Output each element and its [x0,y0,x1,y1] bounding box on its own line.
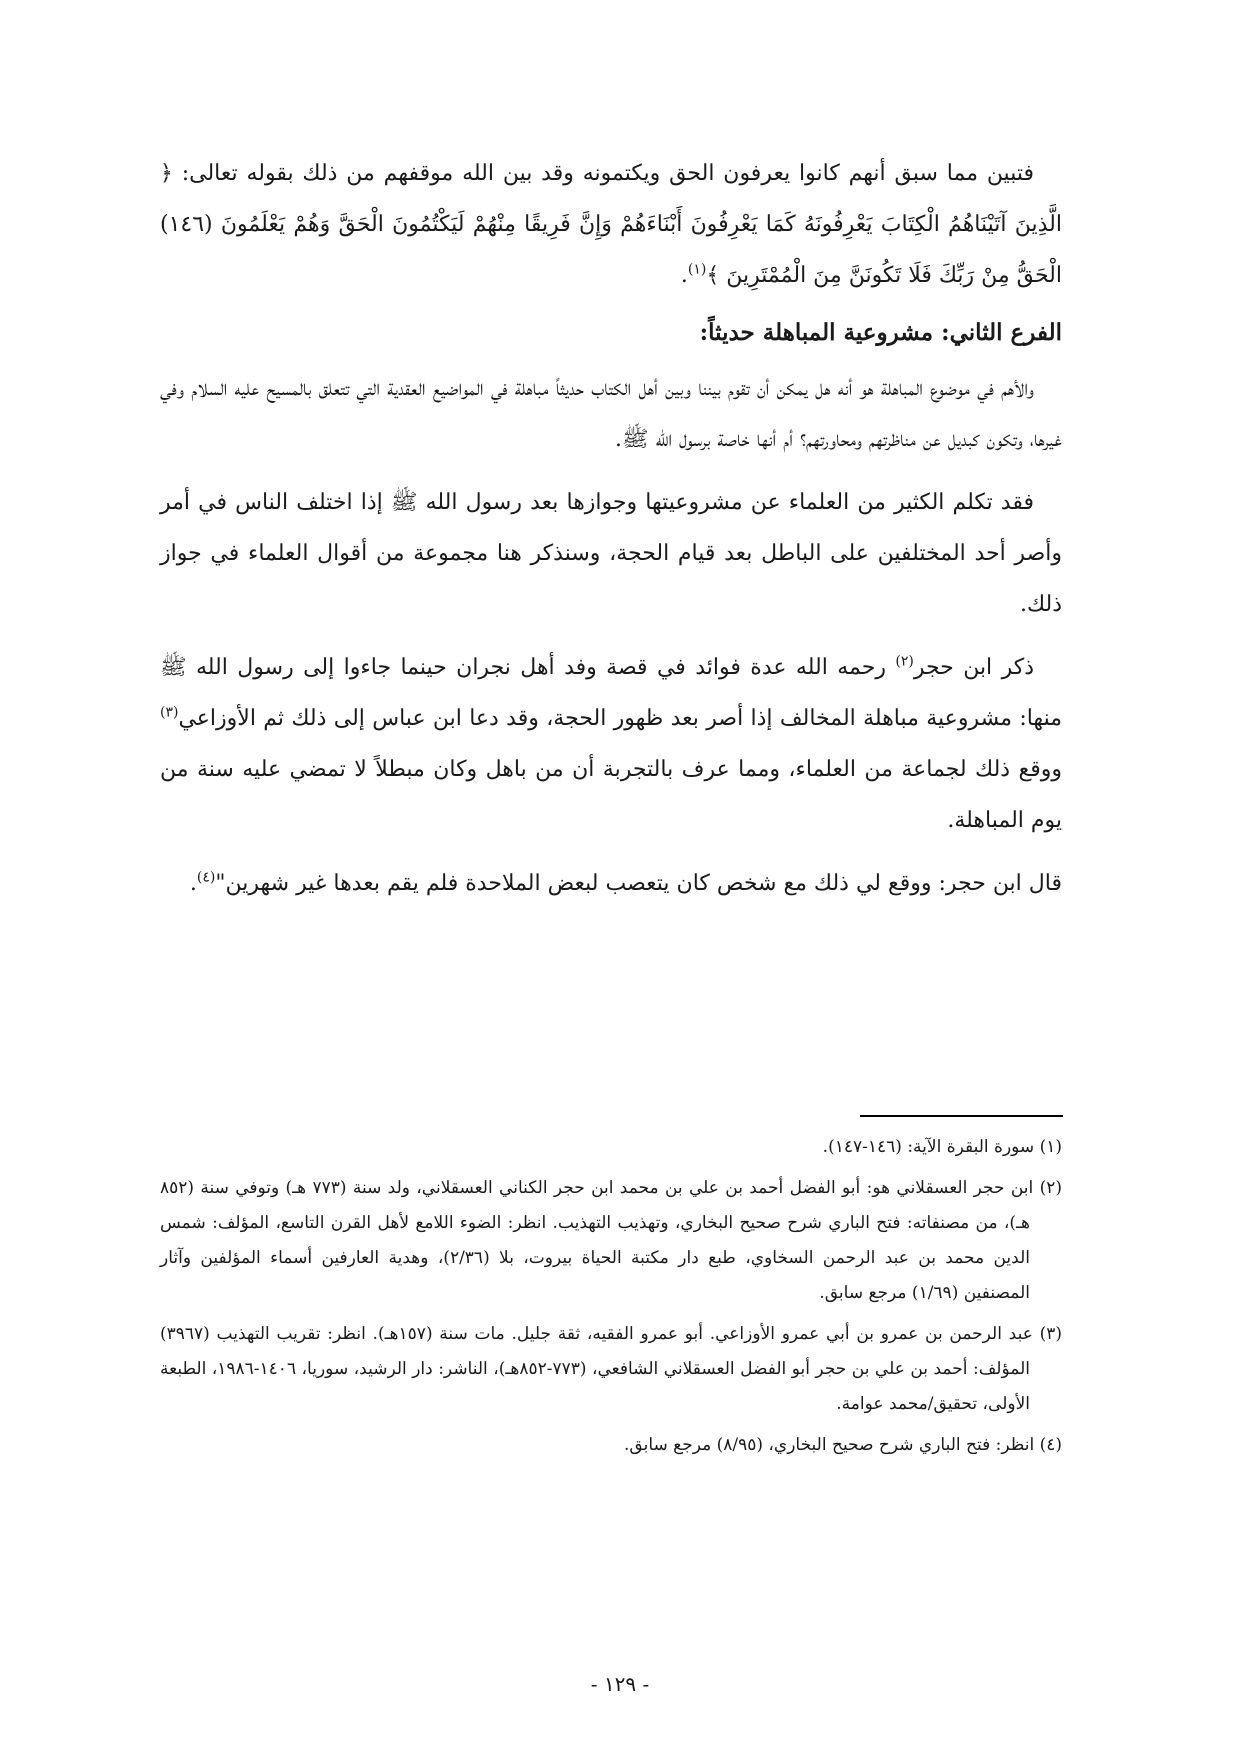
footnote-ref-3[interactable]: (٣) [160,704,179,721]
footnotes [160,1130,1062,1469]
section-heading: الفرع الثاني: مشروعية المباهلة حديثاً: [699,319,1062,346]
paragraph-intro-end: . [680,263,688,288]
footnote-1 [160,1130,1062,1165]
footnote-ref-2[interactable]: (٢) [895,653,914,670]
paragraph-ibn-hajar [160,642,1062,846]
paragraph-intro-text: فتبين مما سبق أنهم كانوا يعرفون الحق ويكتمونه وقد بين الله موقفهم من ذلك بقوله تعالى: [181,161,1034,186]
paragraph-quote-text: قال ابن حجر: ووقع لي ذلك مع شخص كان يتعصب لبعض الملاحدة فلم يقم بعدها غير شهرين" [215,871,1062,896]
paragraph-ibn-hajar-b: رحمه الله عدة فوائد في قصة وفد أهل نجران حينما جاءوا إلى رسول الله ﷺ منها: مشروعية مباهلة المخالف إذا أصر بعد ظهور الحجة، وقد دعا ابن عباس إلى ذلك ثم الأوزاعي [160,655,1062,731]
paragraph-quote [160,858,1062,909]
paragraph-scholars: فقد تكلم الكثير من العلماء عن مشروعيتها وجوازها بعد رسول الله ﷺ إذا اختلف الناس في أمر وأصر أحد المختلفين على الباطل بعد قيام الحجة، وسنذكر هنا مجموعة من أقوال العلماء في جواز ذلك. [160,490,1062,617]
paragraph-intro [160,148,1062,301]
footnote-4 [160,1428,1062,1463]
quran-verse: ﴿ الَّذِينَ آتَيْنَاهُمُ الْكِتَابَ يَعْرِفُونَهُ كَمَا يَعْرِفُونَ أَبْنَاءَهُمْ وَإِنَّ فَرِيقًا مِنْهُمْ لَيَكْتُمُونَ الْحَقَّ وَهُمْ يَعْلَمُونَ (١٤٦) الْحَقُّ مِنْ رَبِّكَ فَلَا تَكُونَنَّ مِنَ الْمُمْتَرِينَ ﴾ [160,161,1062,288]
paragraph-ibn-hajar-a: ذكر ابن حجر [913,655,1034,680]
footnote-ref-4[interactable]: (٤) [196,869,216,886]
footnote-4-text: (٤) انظر: فتح الباري شرح صحيح البخاري، (٨/٩٥) مرجع سابق. [624,1435,1062,1455]
footnote-1-text: (١) سورة البقرة الآية: (١٤٦-١٤٧). [822,1137,1062,1157]
footnote-separator [860,1115,1063,1117]
footnote-3 [160,1317,1062,1422]
footnote-2-text: (٢) ابن حجر العسقلاني هو: أبو الفضل أحمد بن علي بن محمد ابن حجر الكناني العسقلاني، ولد سنة (٧٧٣ هـ) وتوفي سنة (٨٥٢ هـ)، من مصنفاته: فتح الباري شرح صحيح البخاري، وتهذيب التهذيب. انظر: الضوء اللامع لأهل القرن التاسع، المؤلف: شمس الدين محمد بن عبد الرحمن السخاوي، طبع دار مكتبة الحياة بيروت، بلا (٢/٣٦)، وهدية العارفين أسماء المؤلفين وآثار المصنفين (١/٦٩) مرجع سابق. [160,1178,1062,1303]
paragraph-ibn-hajar-c: ووقع ذلك لجماعة من العلماء، ومما عرف بالتجربة أن من باهل وكان مبطلاً لا تمضي عليه سنة من يوم المباهلة. [160,757,1062,833]
footnote-2 [160,1171,1062,1311]
page-number: - ١٢٩ - [590,1672,650,1696]
footnote-ref-1[interactable]: (١) [687,261,707,278]
footnote-3-text: (٣) عبد الرحمن بن عمرو بن أبي عمرو الأوزاعي. أبو عمرو الفقيه، ثقة جليل. مات سنة (١٥٧هـ). انظر: تقريب التهذيب (٣٩٦٧) المؤلف: أحمد بن علي بن حجر أبو الفضل العسقلاني الشافعي، (٧٧٣-٨٥٢هـ)، الناشر: دار الرشيد، سوريا، ١٤٠٦-١٩٨٦، الطبعة الأولى، تحقيق/محمد عوامة. [160,1324,1063,1414]
paragraph-question: والأهم في موضوع المباهلة هو أنه هل يمكن أن تقوم بيننا وبين أهل الكتاب حديثاً مباهلة في المواضيع العقدية التي تتعلق بالمسيح عليه السلام وفي غيرها، وتكون كبديل عن مناظرتهم ومحاورتهم؟ أم أنها خاصة برسول الله ﷺ. [160,376,1062,452]
paragraph-quote-end: . [189,871,197,896]
main-text [160,148,1062,921]
